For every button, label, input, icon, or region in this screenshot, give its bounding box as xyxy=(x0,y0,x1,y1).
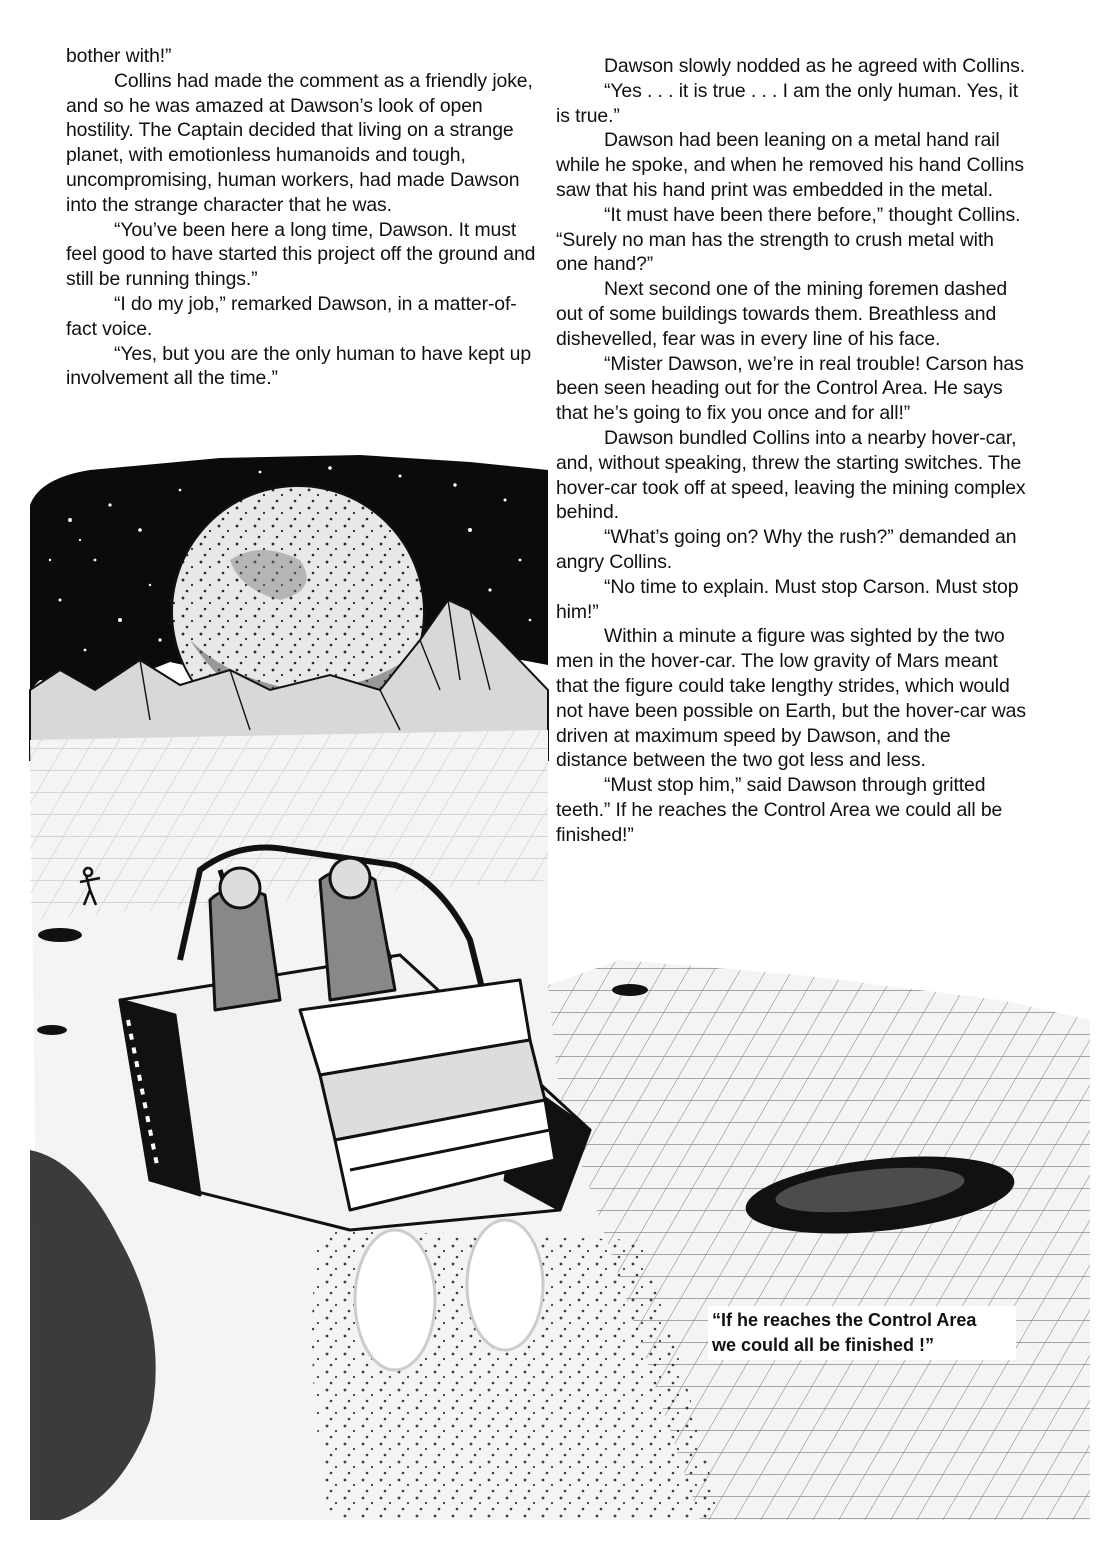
paragraph: “What’s going on? Why the rush?” demanded an angry Collins. xyxy=(556,526,1017,573)
paragraph: “Must stop him,” said Dawson through gritted teeth.” If he reaches the Control Area we could all be finished!” xyxy=(556,774,1003,846)
paragraph: “It must have been there before,” thought Collins. “Surely no man has the strength to crush metal with one hand?” xyxy=(556,203,1021,276)
caption-line: “If he reaches the Control Area xyxy=(712,1310,977,1330)
paragraph: “Mister Dawson, we’re in real trouble! Carson has been seen heading out for the Control Area. He says that he’s going to fix you once and for all!” xyxy=(556,352,1024,425)
paragraph: Within a minute a figure was sighted by the two men in the hover-car. The low gravity of Mars meant that the figure could take lengthy strides, which would not have been possible on Earth, but the hover-car was driven at maximum speed by Dawson, and the distance between the two got less and less. xyxy=(556,625,1026,772)
paragraph: Collins had made the comment as a friendly joke, and so he was amazed at Dawson’s look of open hostility. The Captain decided that living on a strange planet, with emotionless humanoids and tough, uncompromising, human workers, had made Dawson into the strange character that he was. xyxy=(66,69,533,216)
left-text-column xyxy=(66,44,536,391)
paragraph: “Yes . . . it is true . . . I am the only human. Yes, it is true.” xyxy=(556,79,1019,127)
caption-line: we could all be finished !” xyxy=(712,1335,935,1355)
paragraph: “Yes, but you are the only human to have kept up involvement all the time.” xyxy=(66,342,532,390)
paragraph: Next second one of the mining foremen dashed out of some buildings towards them. Breathless and dishevelled, fear was in every line of his face. xyxy=(556,278,1008,350)
paragraph: “I do my job,” remarked Dawson, in a matter-of-fact voice. xyxy=(66,292,517,340)
paragraph: “No time to explain. Must stop Carson. Must stop him!” xyxy=(556,575,1019,623)
paragraph: “You’ve been here a long time, Dawson. It must feel good to have started this project off the ground and still be running things.” xyxy=(66,218,536,291)
paragraph: Dawson bundled Collins into a nearby hover-car, and, without speaking, threw the starting switches. The hover-car took off at speed, leaving the mining complex behind. xyxy=(556,426,1026,524)
paragraph: Dawson had been leaning on a metal hand rail while he spoke, and when he removed his hand Collins saw that his hand print was embedded in the metal. xyxy=(556,129,1025,201)
paragraph: bother with!” xyxy=(66,45,172,67)
illustration-caption xyxy=(708,1306,1016,1360)
paragraph: Dawson slowly nodded as he agreed with Collins. xyxy=(604,55,1026,77)
right-text-column xyxy=(556,54,1026,848)
